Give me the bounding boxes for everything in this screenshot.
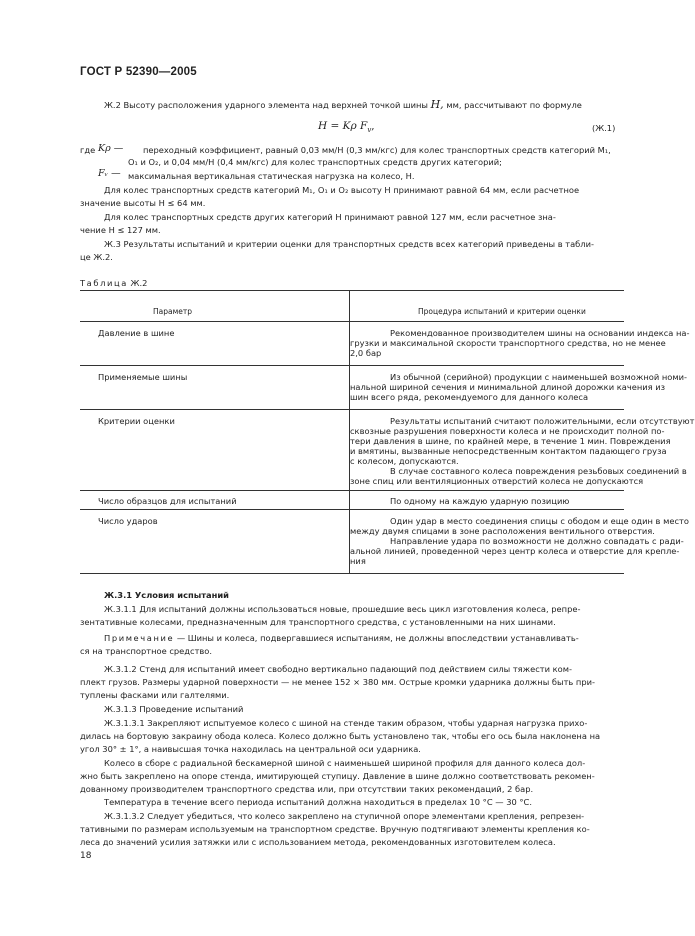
- table-header-divider: [80, 321, 624, 322]
- height-variable: H,: [430, 98, 444, 111]
- table-cell-line: альной линией, проведенной через центр колеса и отверстие для крепле-: [350, 546, 680, 556]
- paragraph-temperature: Температура в течение всего периода испытаний должна находиться в пределах 10 °С — 30 °С.: [104, 797, 532, 807]
- table-cell-line: зоне спиц или вентиляционных отверстий колеса не допускаются: [350, 476, 644, 486]
- table-cell-line: В случае составного колеса повреждения резьбовых соединений в: [390, 466, 687, 476]
- paragraph-m1-line2: значение высоты H ≤ 64 мм.: [80, 198, 206, 208]
- table-row-divider: [80, 365, 624, 366]
- table-header-procedure: Процедура испытаний и критерии оценки: [418, 307, 586, 316]
- table-cell-line: между двумя спицами в зоне расположения вентильного отверстия.: [350, 526, 655, 536]
- table-caption-word: Таблица: [80, 278, 128, 288]
- page-number: 18: [80, 851, 92, 861]
- results-table: [80, 290, 695, 574]
- formula-rhs: Kρ F: [342, 120, 368, 132]
- formula-number: (Ж.1): [592, 123, 616, 133]
- section-j3132-line2: тативными по размерам используемым на транспортном средстве. Вручную подтягивают элементы крепления ко-: [80, 824, 590, 834]
- table-cell-line: нальной шириной сечения и минимальной длиной дорожки качения из: [350, 382, 666, 392]
- table-caption: [80, 278, 147, 288]
- table-row-param: Число ударов: [98, 516, 158, 526]
- document-header: ГОСТ Р 52390—2005: [80, 66, 197, 78]
- note-line2: ся на транспортное средство.: [80, 646, 213, 656]
- section-j3131-line2: дилась на бортовую закраину обода колеса. Колесо должно быть установлено так, чтобы его ось была наклонена на: [80, 731, 601, 741]
- paragraph-j2: [104, 100, 582, 110]
- kp-symbol: Kρ —: [98, 143, 124, 154]
- section-j311-line2: зентативные колесами, предназначенным для транспортного средства, с установленными на них шинами.: [80, 617, 556, 627]
- table-cell-line: сквозные разрушения поверхности колеса и не происходит полной по-: [350, 426, 665, 436]
- formula-lhs: H: [318, 120, 328, 132]
- formula-subscript: v: [367, 126, 372, 135]
- section-j312-line1: Ж.3.1.2 Стенд для испытаний имеет свободно вертикально падающий под действием силы тяжести ком-: [104, 664, 573, 674]
- table-cell-line: По одному на каждую ударную позицию: [390, 496, 570, 506]
- table-cell-line: шин всего ряда, рекомендуемого для данного колеса: [350, 392, 589, 402]
- fv-symbol: Fᵥ —: [98, 168, 121, 179]
- table-row-procedure: [370, 496, 614, 506]
- section-j3131-line1: Ж.3.1.3.1 Закрепляют испытуемое колесо с шиной на стенде таким образом, чтобы ударная нагрузка прихо-: [104, 718, 588, 728]
- paragraph-wheel-line1: Колесо в сборе с радиальной бескамерной шиной с наименьшей шириной профиля для данного колеса дол-: [104, 758, 586, 768]
- table-caption-number: Ж.2: [130, 278, 148, 288]
- note-label: Примечание: [104, 633, 175, 643]
- table-row-divider: [80, 509, 624, 510]
- table-cell-line: тери давления в шине, по крайней мере, в течение 1 мин. Повреждения: [350, 436, 671, 446]
- formula-equals: =: [330, 120, 340, 132]
- table-cell-line: и вмятины, вызванные непосредственным контактом падающего груза: [350, 446, 667, 456]
- table-row-procedure: [350, 372, 688, 402]
- table-row-param: Число образцов для испытаний: [98, 496, 237, 506]
- table-cell-line: с колесом, допускаются.: [350, 456, 459, 466]
- paragraph-wheel-line3: дованному производителем транспортного средства или, при отсутствии таких рекомендаций, 2 бар.: [80, 784, 534, 794]
- section-j312-line3: туплены фасками или галтелями.: [80, 690, 230, 700]
- table-row-divider: [80, 409, 624, 410]
- kp-definition-line1: переходный коэффициент, равный 0,03 мм/Н (0,3 мм/кгс) для колес транспортных средств категорий M₁,: [143, 145, 611, 155]
- table-cell-line: 2,0 бар: [350, 348, 382, 358]
- table-cell-line: Направление удара по возможности не должно совпадать с ради-: [390, 536, 684, 546]
- note: [104, 633, 579, 643]
- formula-comma: ,: [371, 120, 375, 132]
- where-prefix: где: [80, 145, 96, 155]
- paragraph-other-line1: Для колес транспортных средств других категорий H принимают равной 127 мм, если расчетное зна-: [104, 212, 556, 222]
- table-row-procedure: [350, 516, 689, 566]
- table-cell-line: Результаты испытаний считают положительными, если отсутствуют: [390, 416, 695, 426]
- section-j31-title: Ж.3.1 Условия испытаний: [104, 590, 230, 600]
- table-cell-line: грузки и максимальной скорости транспортного средства, но не менее: [350, 338, 666, 348]
- table-header-parameter: Параметр: [153, 307, 192, 316]
- paragraph-j2-tail: мм, рассчитывают по формуле: [446, 100, 582, 110]
- table-cell-line: Из обычной (серийной) продукции с наименьшей возможной номи-: [390, 372, 688, 382]
- table-row-param: Применяемые шины: [98, 372, 188, 382]
- section-j312-line2: плект грузов. Размеры ударной поверхности — не менее 152 × 380 мм. Острые кромки ударника должны быть при-: [80, 677, 596, 687]
- section-j313-title: Ж.3.1.3 Проведение испытаний: [104, 704, 244, 714]
- table-cell-line: ния: [350, 556, 366, 566]
- table-row-param: Давление в шине: [98, 328, 175, 338]
- note-line1: — Шины и колеса, подвергавшиеся испытаниям, не должны впоследствии устанавливать-: [176, 633, 579, 643]
- section-j3132-line1: Ж.3.1.3.2 Следует убедиться, что колесо закреплено на ступичной опоре элементами крепления, репрезен-: [104, 811, 585, 821]
- table-row-procedure: [350, 416, 695, 486]
- paragraph-j3-line2: це Ж.2.: [80, 252, 113, 262]
- fv-definition: максимальная вертикальная статическая нагрузка на колесо, Н.: [128, 171, 415, 181]
- formula-j1: [318, 121, 375, 135]
- kp-definition-line2: O₁ и O₂, и 0,04 мм/Н (0,4 мм/кгс) для колес транспортных средств других категорий;: [128, 157, 502, 167]
- paragraph-wheel-line2: жно быть закреплено на опоре стенда, имитирующей ступицу. Давление в шине должно соответствовать рекомен-: [80, 771, 595, 781]
- section-j3131-line3: угол 30° ± 1°, а наивысшая точка находилась на центральной оси ударника.: [80, 744, 421, 754]
- table-row-param: Критерии оценки: [98, 416, 175, 426]
- paragraph-j3-line1: Ж.3 Результаты испытаний и критерии оценки для транспортных средств всех категорий приведены в табли-: [104, 239, 594, 249]
- paragraph-m1-line1: Для колес транспортных средств категорий M₁, O₁ и O₂ высоту H принимают равной 64 мм, если расчетное: [104, 185, 580, 195]
- paragraph-j2-text: Ж.2 Высоту расположения ударного элемента над верхней точкой шины: [104, 100, 428, 110]
- section-j311-line1: Ж.3.1.1 Для испытаний должны использоваться новые, прошедшие весь цикл изготовления колеса, репре-: [104, 604, 581, 614]
- table-cell-line: Один удар в место соединения спицы с ободом и еще один в место: [390, 516, 689, 526]
- table-cell-line: Рекомендованное производителем шины на основании индекса на-: [390, 328, 690, 338]
- table-row-procedure: [350, 328, 690, 358]
- table-row-divider: [80, 490, 624, 491]
- section-j3132-line3: леса до значений усилия затяжки или с использованием метода, рекомендованных изготовителем колеса.: [80, 837, 556, 847]
- paragraph-other-line2: чение H ≤ 127 мм.: [80, 225, 161, 235]
